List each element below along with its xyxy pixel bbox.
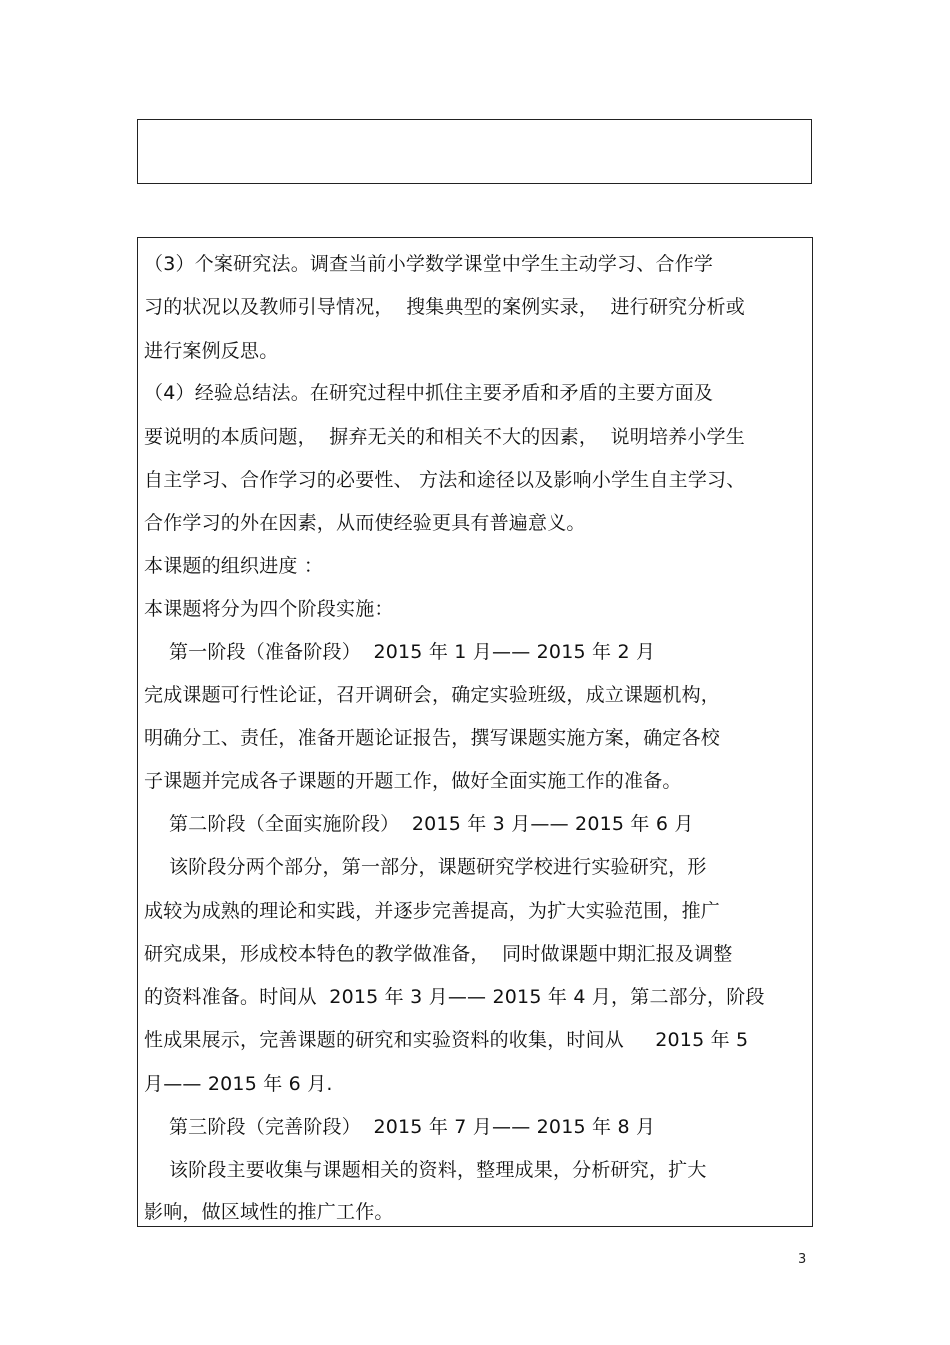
text-line: 子课题并完成各子课题的开题工作，做好全面实施工作的准备。 xyxy=(144,770,682,792)
text-line: 自主学习、合作学习的必要性、 方法和途径以及影响小学生自主学习、 xyxy=(144,469,746,491)
text-line: 本课题将分为四个阶段实施： xyxy=(144,598,394,620)
text-line: 的资料准备。时间从 2015 年 3 月—— 2015 年 4 月，第二部分，阶段 xyxy=(144,986,765,1008)
text-line: 该阶段主要收集与课题相关的资料，整理成果，分析研究，扩大 xyxy=(144,1159,707,1181)
text-line: 第三阶段（完善阶段） 2015 年 7 月—— 2015 年 8 月 xyxy=(144,1116,656,1138)
text-line: 该阶段分两个部分，第一部分，课题研究学校进行实验研究，形 xyxy=(144,856,707,878)
text-line: 完成课题可行性论证，召开调研会，确定实验班级，成立课题机构， xyxy=(144,684,721,706)
empty-table-cell xyxy=(137,119,812,184)
content-table-cell xyxy=(137,237,813,1227)
text-line: 成较为成熟的理论和实践，并逐步完善提高，为扩大实验范围，推广 xyxy=(144,900,721,922)
text-line: 第一阶段（准备阶段） 2015 年 1 月—— 2015 年 2 月 xyxy=(144,641,656,663)
text-line: 性成果展示，完善课题的研究和实验资料的收集，时间从 2015 年 5 xyxy=(144,1029,749,1051)
text-line: 进行案例反思。 xyxy=(144,340,279,362)
text-line: 影响，做区域性的推广工作。 xyxy=(144,1201,394,1223)
text-line: 合作学习的外在因素，从而使经验更具有普遍意义。 xyxy=(144,512,586,534)
text-line: 月—— 2015 年 6 月. xyxy=(144,1073,333,1095)
text-line: （4）经验总结法。在研究过程中抓住主要矛盾和矛盾的主要方面及 xyxy=(144,382,714,404)
text-line: 第二阶段（全面实施阶段） 2015 年 3 月—— 2015 年 6 月 xyxy=(144,813,694,835)
text-line: 本课题的组织进度 ： xyxy=(144,555,324,577)
page-number: 3 xyxy=(798,1252,807,1267)
text-line: 要说明的本质问题， 摒弃无关的和相关不大的因素， 说明培养小学生 xyxy=(144,426,745,448)
text-line: （3）个案研究法。调查当前小学数学课堂中学生主动学习、合作学 xyxy=(144,253,714,275)
text-line: 研究成果，形成校本特色的教学做准备， 同时做课题中期汇报及调整 xyxy=(144,943,733,965)
text-line: 习的状况以及教师引导情况， 搜集典型的案例实录， 进行研究分析或 xyxy=(144,296,745,318)
text-line: 明确分工、责任，准备开题论证报告，撰写课题实施方案，确定各校 xyxy=(144,727,721,749)
